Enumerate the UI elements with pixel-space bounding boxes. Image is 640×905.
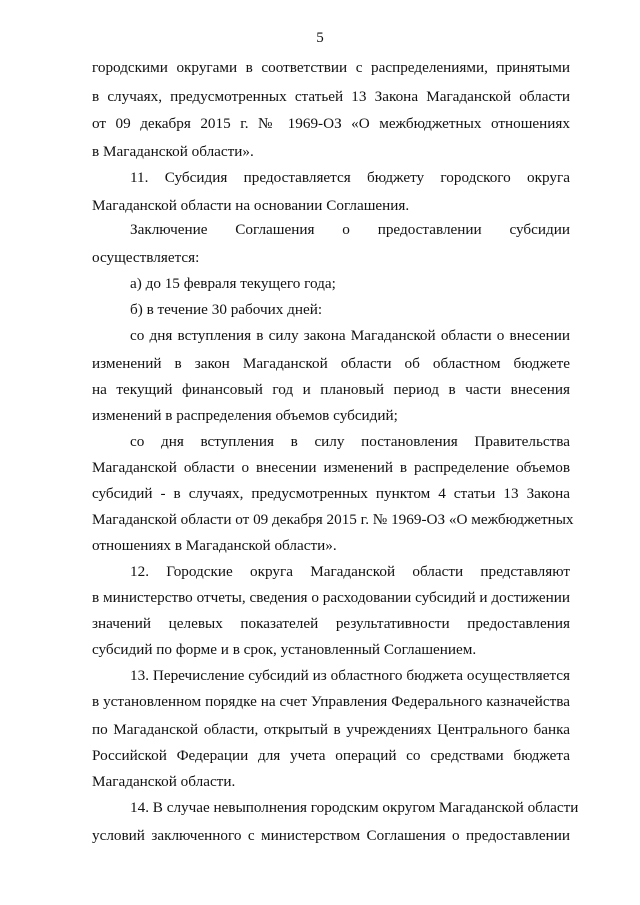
text-line: со дня вступления в силу постановления Правительства (130, 433, 570, 450)
text-line: а) до 15 февраля текущего года; (130, 275, 336, 292)
text-line: б) в течение 30 рабочих дней: (130, 301, 323, 318)
text-line: 14. В случае невыполнения городским округом Магаданской области (130, 799, 579, 816)
text-line: отношениях в Магаданской области». (92, 537, 337, 554)
text-line: по Магаданской области, открытый в учреждениях Центрального банка (92, 721, 570, 738)
text-line: Магаданской области от 09 декабря 2015 г. № 1969-ОЗ «О межбюджетных (92, 511, 574, 528)
text-line: Магаданской области о внесении изменений в распределение объемов (92, 459, 570, 476)
text-line: 11. Субсидия предоставляется бюджету городского округа (130, 169, 570, 186)
text-line: Заключение Соглашения о предоставлении субсидии (130, 221, 570, 238)
text-line: субсидий - в случаях, предусмотренных пунктом 4 статьи 13 Закона (92, 485, 570, 502)
text-line: Российской Федерации для учета операций со средствами бюджета (92, 747, 570, 764)
text-line: от 09 декабря 2015 г. № 1969-ОЗ «О межбюджетных отношениях (92, 115, 570, 132)
text-line: на текущий финансовый год и плановый период в части внесения (92, 381, 570, 398)
text-line: Магаданской области. (92, 773, 236, 790)
text-line: изменений в закон Магаданской области об областном бюджете (92, 355, 570, 372)
text-line: субсидий по форме и в срок, установленный Соглашением. (92, 641, 477, 658)
text-line: городскими округами в соответствии с распределениями, принятыми (92, 59, 570, 76)
text-line: 12. Городские округа Магаданской области представляют (130, 563, 570, 580)
page-number: 5 (316, 30, 324, 46)
text-line: осуществляется: (92, 249, 200, 266)
text-line: 13. Перечисление субсидий из областного бюджета осуществляется (130, 667, 570, 684)
text-line: значений целевых показателей результативности предоставления (92, 615, 570, 632)
text-line: в министерство отчеты, сведения о расходовании субсидий и достижении (92, 589, 570, 606)
text-line: Магаданской области на основании Соглашения. (92, 197, 410, 214)
text-line: в случаях, предусмотренных статьей 13 Закона Магаданской области (92, 88, 570, 105)
text-line: условий заключенного с министерством Соглашения о предоставлении (92, 827, 570, 844)
text-line: изменений в распределения объемов субсидий; (92, 407, 398, 424)
text-line: со дня вступления в силу закона Магаданской области о внесении (130, 327, 570, 344)
text-line: в Магаданской области». (92, 143, 254, 160)
text-line: в установленном порядке на счет Управления Федерального казначейства (92, 693, 570, 710)
